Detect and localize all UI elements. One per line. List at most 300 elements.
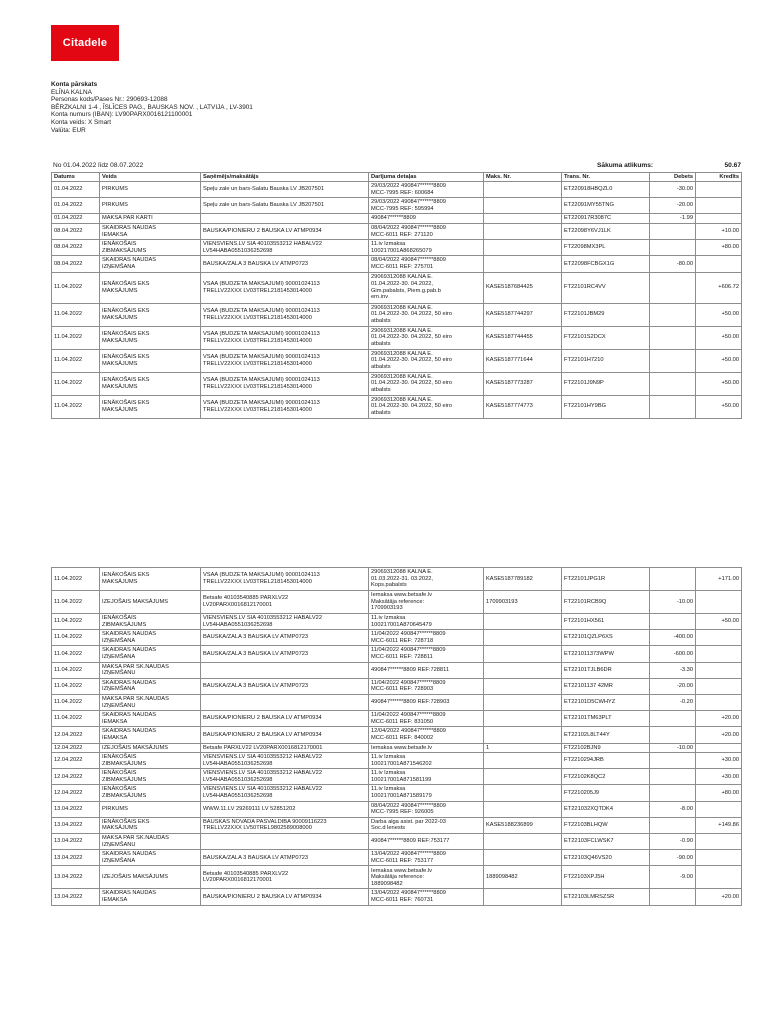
statement-period-bar xyxy=(53,162,741,172)
cell-debit: -600.00 xyxy=(650,646,696,662)
cell-type: SKAIDRAS NAUDAS IZŅEMŠANA xyxy=(100,646,201,662)
cell-transaction-no: ET221032XQTDK4 xyxy=(562,801,650,817)
cell-date: 01.04.2022 xyxy=(52,198,100,214)
cell-credit: +149.86 xyxy=(696,817,742,833)
cell-party: VIENSVIENS.LV SIA 40103553212 HABALV22 LV54HABA0551036252698 xyxy=(201,614,369,630)
cell-details: 490847******8809 REF:728903 xyxy=(369,694,484,710)
cell-details: 11.iv Izmaksa 100217001A871581199 xyxy=(369,769,484,785)
cell-details: Darba alga asist. par 2022-03 Soc.d lenests xyxy=(369,817,484,833)
cell-details: 29069312088 KALNA E. 01.04.2022-30. 04.2022, 50 eiro atbalsts xyxy=(369,395,484,418)
cell-transaction-no: ET220917R3087C xyxy=(562,214,650,224)
cell-type: IENĀKOŠAIS EKS MAKSĀJUMS xyxy=(100,349,201,372)
cell-payment-no xyxy=(484,646,562,662)
cell-payment-no xyxy=(484,834,562,850)
cell-type: IENĀKOŠAIS EKS MAKSĀJUMS xyxy=(100,272,201,303)
account-holder-name: ELĪNA KALNA xyxy=(51,88,92,96)
cell-details: 11/04/2022 490847******8809 MCC-6011 REF: 728718 xyxy=(369,630,484,646)
cell-debit: -30.00 xyxy=(650,182,696,198)
table-row xyxy=(52,727,742,743)
cell-party: VIENSVIENS.LV SIA 40103553212 HABALV22 LV54HABA0551036252698 xyxy=(201,769,369,785)
cell-date: 11.04.2022 xyxy=(52,372,100,395)
cell-transaction-no: FT22103XPJ5H xyxy=(562,866,650,889)
cell-transaction-no: ET22102L8LT44Y xyxy=(562,727,650,743)
cell-date: 13.04.2022 xyxy=(52,834,100,850)
table-row xyxy=(52,568,742,591)
cell-debit: -20.00 xyxy=(650,678,696,694)
cell-party: BAUSKA/ZALA 3 BAUSKA LV ATMP0723 xyxy=(201,646,369,662)
cell-party: BAUSKA/ZALA 3 BAUSKA LV ATMP0723 xyxy=(201,850,369,866)
cell-type: MAKSA PAR KARTI xyxy=(100,214,201,224)
cell-debit xyxy=(650,817,696,833)
table-row xyxy=(52,349,742,372)
cell-transaction-no: FT22101RC4VV xyxy=(562,272,650,303)
cell-party: VSAA (BUDZETA MAKSAJUMI) 90001024113 TRELLV22XXX LV03TREL2181453014000 xyxy=(201,326,369,349)
opening-balance-label: Sākuma atlikums: xyxy=(597,162,654,169)
cell-credit: +171.00 xyxy=(696,568,742,591)
cell-debit xyxy=(650,727,696,743)
cell-payment-no xyxy=(484,801,562,817)
cell-payment-no xyxy=(484,785,562,801)
cell-party: Speļu zale un bars-Salatu Bauska LV JB207501 xyxy=(201,198,369,214)
cell-type: PIRKUMS xyxy=(100,198,201,214)
cell-details: 08/04/2022 490847******8809 MCC-6011 REF: 275701 xyxy=(369,256,484,272)
cell-payment-no xyxy=(484,256,562,272)
cell-party: VIENSVIENS.LV SIA 40103553212 HABALV22 LV54HABA0551036252698 xyxy=(201,785,369,801)
cell-debit xyxy=(650,568,696,591)
cell-transaction-no: FT2210205J9 xyxy=(562,785,650,801)
table-row xyxy=(52,214,742,224)
table-row xyxy=(52,182,742,198)
cell-type: IENĀKOŠAIS EKS MAKSĀJUMS xyxy=(100,395,201,418)
cell-debit xyxy=(650,395,696,418)
cell-transaction-no: ET22101QZLP6XS xyxy=(562,630,650,646)
cell-party: Betsafe 40103540885 PARXLV22 LV20PARX0016812170001 xyxy=(201,591,369,614)
cell-transaction-no: ET220918HBQZL0 xyxy=(562,182,650,198)
cell-date: 11.04.2022 xyxy=(52,568,100,591)
cell-payment-no xyxy=(484,727,562,743)
cell-date: 01.04.2022 xyxy=(52,182,100,198)
cell-debit xyxy=(650,753,696,769)
cell-details: 490847******8809 xyxy=(369,214,484,224)
cell-details: Iemaksa www.betsafe.lv xyxy=(369,743,484,753)
cell-details: 11.iv Izmaksa 100217001A871589179 xyxy=(369,785,484,801)
cell-details: 11.iv Izmaksa 100217001A870645479 xyxy=(369,614,484,630)
cell-transaction-no: ET22101TM63PLT xyxy=(562,711,650,727)
table-row xyxy=(52,240,742,256)
cell-transaction-no: ET221011373WPW xyxy=(562,646,650,662)
cell-credit xyxy=(696,834,742,850)
cell-date: 11.04.2022 xyxy=(52,326,100,349)
cell-date: 11.04.2022 xyxy=(52,591,100,614)
cell-credit xyxy=(696,850,742,866)
table-row xyxy=(52,591,742,614)
cell-date: 11.04.2022 xyxy=(52,662,100,678)
cell-credit xyxy=(696,662,742,678)
cell-payment-no xyxy=(484,630,562,646)
account-currency: Valūta: EUR xyxy=(51,126,86,134)
cell-details: Iemaksa www.betsafe.lv Maksātāja reference: 1709903193 xyxy=(369,591,484,614)
cell-credit xyxy=(696,646,742,662)
cell-type: IENĀKOŠAIS EKS MAKSĀJUMS xyxy=(100,568,201,591)
cell-date: 13.04.2022 xyxy=(52,817,100,833)
cell-type: SKAIDRAS NAUDAS IZŅEMŠANA xyxy=(100,256,201,272)
cell-credit: +20.00 xyxy=(696,727,742,743)
table-row xyxy=(52,743,742,753)
cell-type: IENĀKOŠAIS ZIBMAKSĀJUMS xyxy=(100,769,201,785)
citadele-logo: Citadele xyxy=(51,25,119,61)
cell-payment-no xyxy=(484,198,562,214)
cell-credit xyxy=(696,678,742,694)
cell-credit: +50.00 xyxy=(696,372,742,395)
cell-debit xyxy=(650,272,696,303)
cell-date: 13.04.2022 xyxy=(52,866,100,889)
cell-details: 29069312088 KALNA E. 01.03.2022-31. 03.2022, Kops.pabalsts xyxy=(369,568,484,591)
cell-payment-no xyxy=(484,678,562,694)
cell-transaction-no: ET22091MY55TNG xyxy=(562,198,650,214)
cell-payment-no xyxy=(484,240,562,256)
cell-party: BAUSKA/ZALA 3 BAUSKA LV ATMP0723 xyxy=(201,256,369,272)
cell-details: 29069312088 KALNA E. 01.04.2022-30. 04.2022, 50 eiro atbalsts xyxy=(369,326,484,349)
cell-date: 12.04.2022 xyxy=(52,727,100,743)
table-row xyxy=(52,866,742,889)
cell-party: Betsafe PARXLV22 LV20PARX0016812170001 xyxy=(201,743,369,753)
table-row xyxy=(52,678,742,694)
cell-debit xyxy=(650,769,696,785)
cell-debit: -20.00 xyxy=(650,198,696,214)
cell-transaction-no: FT22103BLHQW xyxy=(562,817,650,833)
cell-details: 11/04/2022 490847******8809 MCC-6011 REF: 728903 xyxy=(369,678,484,694)
cell-debit xyxy=(650,349,696,372)
cell-transaction-no: ET22101TJLB6DR xyxy=(562,662,650,678)
cell-credit xyxy=(696,214,742,224)
cell-type: IZEJOŠAIS MAKSĀJUMS xyxy=(100,866,201,889)
cell-date: 13.04.2022 xyxy=(52,889,100,905)
table-row xyxy=(52,646,742,662)
cell-payment-no: KASE5187744297 xyxy=(484,303,562,326)
cell-type: IENĀKOŠAIS EKS MAKSĀJUMS xyxy=(100,326,201,349)
table-row xyxy=(52,303,742,326)
table-row xyxy=(52,256,742,272)
cell-transaction-no: ET22101D5CWHYZ xyxy=(562,694,650,710)
cell-credit: +80.00 xyxy=(696,240,742,256)
cell-debit: -0.90 xyxy=(650,834,696,850)
cell-payment-no xyxy=(484,753,562,769)
cell-transaction-no: FT22101HY9BG xyxy=(562,395,650,418)
cell-debit xyxy=(650,614,696,630)
cell-date: 12.04.2022 xyxy=(52,743,100,753)
table-row xyxy=(52,834,742,850)
cell-type: PIRKUMS xyxy=(100,801,201,817)
cell-transaction-no: FT22101H7210 xyxy=(562,349,650,372)
cell-credit xyxy=(696,743,742,753)
table-row xyxy=(52,326,742,349)
cell-type: SKAIDRAS NAUDAS IZŅEMŠANA xyxy=(100,850,201,866)
table-row xyxy=(52,817,742,833)
personal-code: Personas kods/Pases Nr.: 290693-12088 xyxy=(51,96,168,104)
cell-transaction-no: FT22102BJN9 xyxy=(562,743,650,753)
cell-debit xyxy=(650,240,696,256)
cell-debit xyxy=(650,372,696,395)
cell-debit: -10.00 xyxy=(650,591,696,614)
cell-transaction-no: FT22101JPG1R xyxy=(562,568,650,591)
table-row xyxy=(52,630,742,646)
cell-credit xyxy=(696,694,742,710)
cell-credit xyxy=(696,630,742,646)
cell-transaction-no: ET22103FCLWSK7 xyxy=(562,834,650,850)
cell-type: MAKSA PAR SK.NAUDAS IZŅEMŠANU xyxy=(100,834,201,850)
cell-payment-no xyxy=(484,214,562,224)
cell-date: 13.04.2022 xyxy=(52,801,100,817)
cell-payment-no xyxy=(484,694,562,710)
cell-credit: +20.00 xyxy=(696,889,742,905)
cell-date: 11.04.2022 xyxy=(52,272,100,303)
cell-party xyxy=(201,694,369,710)
cell-credit xyxy=(696,801,742,817)
cell-debit: -400.00 xyxy=(650,630,696,646)
table-row xyxy=(52,753,742,769)
cell-date: 11.04.2022 xyxy=(52,678,100,694)
cell-credit: +10.00 xyxy=(696,223,742,239)
cell-debit xyxy=(650,711,696,727)
cell-type: SKAIDRAS NAUDAS IEMAKSA xyxy=(100,223,201,239)
cell-debit xyxy=(650,303,696,326)
cell-date: 11.04.2022 xyxy=(52,630,100,646)
cell-party: BAUSKA/PIONIERU 2 BAUSKA LV ATMP0934 xyxy=(201,727,369,743)
cell-debit: -0.20 xyxy=(650,694,696,710)
cell-details: 29/03/2022 490847******8809 MCC-7995 REF: 600684 xyxy=(369,182,484,198)
cell-type: SKAIDRAS NAUDAS IZŅEMŠANA xyxy=(100,630,201,646)
cell-payment-no: KASE5187771644 xyxy=(484,349,562,372)
cell-debit: -10.00 xyxy=(650,743,696,753)
transactions-table-2 xyxy=(51,567,742,906)
cell-party: VSAA (BUDZETA MAKSAJUMI) 90001024113 TRELLV22XXX LV03TREL2181453014000 xyxy=(201,303,369,326)
cell-payment-no: KASE5187774773 xyxy=(484,395,562,418)
cell-credit: +30.00 xyxy=(696,753,742,769)
table-row xyxy=(52,769,742,785)
cell-details: 08/04/2022 490847******8809 MCC-6011 REF: 271120 xyxy=(369,223,484,239)
cell-credit xyxy=(696,182,742,198)
cell-details: 29069312088 KALNA E. 01.04.2022-30. 04.2022, Gim.pabalsts, Piem.g.pab.b ern.inv xyxy=(369,272,484,303)
cell-details: 29069312088 KALNA E. 01.04.2022-30. 04.2022, 50 eiro atbalsts xyxy=(369,303,484,326)
cell-transaction-no: FT22101J9N9P xyxy=(562,372,650,395)
cell-date: 11.04.2022 xyxy=(52,303,100,326)
table-row xyxy=(52,711,742,727)
cell-transaction-no: ET22098FCBGX1G xyxy=(562,256,650,272)
column-header-transaction-no: Trans. Nr. xyxy=(562,173,650,182)
cell-party: VSAA (BUDZETA MAKSAJUMI) 90001024113 TRELLV22XXX LV03TREL2181453014000 xyxy=(201,568,369,591)
cell-debit: -90.00 xyxy=(650,850,696,866)
cell-party: VSAA (BUDZETA MAKSAJUMI) 90001024113 TRELLV22XXX LV03TREL2181453014000 xyxy=(201,272,369,303)
cell-credit: +50.00 xyxy=(696,395,742,418)
cell-debit xyxy=(650,889,696,905)
cell-date: 12.04.2022 xyxy=(52,753,100,769)
cell-debit xyxy=(650,785,696,801)
cell-payment-no xyxy=(484,850,562,866)
column-header-payment-no: Maks. Nr. xyxy=(484,173,562,182)
cell-transaction-no: FT2210294JRB xyxy=(562,753,650,769)
cell-party: Betsafe 40103540885 PARXLV22 LV20PARX0016812170001 xyxy=(201,866,369,889)
cell-payment-no: KASE5187789182 xyxy=(484,568,562,591)
column-header-party: Saņēmējs/maksātājs xyxy=(201,173,369,182)
cell-credit: +50.00 xyxy=(696,326,742,349)
cell-credit: +30.00 xyxy=(696,769,742,785)
cell-credit: +50.00 xyxy=(696,349,742,372)
cell-date: 11.04.2022 xyxy=(52,614,100,630)
cell-payment-no xyxy=(484,711,562,727)
account-type: Konta veids: X Smart xyxy=(51,118,112,126)
cell-details: 29069312088 KALNA E. 01.04.2022-30. 04.2022, 50 eiro atbalsts xyxy=(369,372,484,395)
cell-type: IENĀKOŠAIS ZIBMAKSĀJUMS xyxy=(100,614,201,630)
cell-type: IENĀKOŠAIS EKS MAKSĀJUMS xyxy=(100,817,201,833)
cell-party: VIENSVIENS.LV SIA 40103553212 HABALV22 LV54HABA0551036252698 xyxy=(201,240,369,256)
cell-transaction-no: FT22101JBM29 xyxy=(562,303,650,326)
cell-transaction-no: ET22098Y6VJ1LK xyxy=(562,223,650,239)
cell-payment-no xyxy=(484,662,562,678)
cell-details: 11.iv Izmaksa 100217001A868265079 xyxy=(369,240,484,256)
cell-party: BAUSKA/ZALA 3 BAUSKA LV ATMP0723 xyxy=(201,630,369,646)
cell-payment-no xyxy=(484,223,562,239)
cell-details: Iemaksa www.betsafe.lv Maksātāja reference: 1889098482 xyxy=(369,866,484,889)
cell-debit: -3.30 xyxy=(650,662,696,678)
column-header-date: Datums xyxy=(52,173,100,182)
cell-date: 11.04.2022 xyxy=(52,646,100,662)
cell-type: SKAIDRAS NAUDAS IEMAKSA xyxy=(100,711,201,727)
cell-payment-no xyxy=(484,889,562,905)
column-header-type: Veids xyxy=(100,173,201,182)
cell-payment-no xyxy=(484,182,562,198)
cell-debit: -1.99 xyxy=(650,214,696,224)
cell-credit: +606.72 xyxy=(696,272,742,303)
table-row xyxy=(52,223,742,239)
cell-debit: -80.00 xyxy=(650,256,696,272)
cell-details: 490847******8809 REF:728811 xyxy=(369,662,484,678)
cell-details: 490847******8809 REF:753177 xyxy=(369,834,484,850)
cell-party: Speļu zale un bars-Salatu Bauska LV JB207501 xyxy=(201,182,369,198)
table-row xyxy=(52,395,742,418)
holder-address: BĒRZKALNI 1-4 , ĪSLĪCES PAG., BAUSKAS NOV. , LATVIJA , LV-3901 xyxy=(51,103,253,111)
cell-party: VIENSVIENS.LV SIA 40103553212 HABALV22 LV54HABA0551036252698 xyxy=(201,753,369,769)
cell-type: IENĀKOŠAIS ZIBMAKSĀJUMS xyxy=(100,785,201,801)
cell-credit xyxy=(696,256,742,272)
cell-payment-no: 1709903193 xyxy=(484,591,562,614)
cell-type: IZEJOŠAIS MAKSĀJUMS xyxy=(100,743,201,753)
cell-transaction-no: ET22101137 42MR xyxy=(562,678,650,694)
statement-title: Konta pārskats xyxy=(51,81,98,88)
cell-credit xyxy=(696,198,742,214)
cell-date: 11.04.2022 xyxy=(52,711,100,727)
cell-credit xyxy=(696,591,742,614)
cell-type: IENĀKOŠAIS ZIBMAKSĀJUMS xyxy=(100,753,201,769)
cell-debit xyxy=(650,223,696,239)
table-row xyxy=(52,850,742,866)
cell-payment-no xyxy=(484,769,562,785)
table-row xyxy=(52,694,742,710)
cell-payment-no: 1889098482 xyxy=(484,866,562,889)
cell-debit: -8.00 xyxy=(650,801,696,817)
table-row xyxy=(52,889,742,905)
table-row xyxy=(52,801,742,817)
cell-payment-no: KASE5187773287 xyxy=(484,372,562,395)
cell-credit: +80.00 xyxy=(696,785,742,801)
cell-date: 12.04.2022 xyxy=(52,769,100,785)
cell-transaction-no: ET22103Q46VS20 xyxy=(562,850,650,866)
cell-transaction-no: ET22103LMRSZSR xyxy=(562,889,650,905)
cell-type: IENĀKOŠAIS EKS MAKSĀJUMS xyxy=(100,303,201,326)
cell-transaction-no: FT22102K8QC2 xyxy=(562,769,650,785)
table-row xyxy=(52,198,742,214)
cell-party xyxy=(201,662,369,678)
table-header-row xyxy=(52,173,742,182)
cell-credit: +20.00 xyxy=(696,711,742,727)
cell-payment-no: 1 xyxy=(484,743,562,753)
cell-type: PIRKUMS xyxy=(100,182,201,198)
cell-transaction-no: FT22101S2DCX xyxy=(562,326,650,349)
cell-details: 12/04/2022 490847******8809 MCC-6011 REF: 840002 xyxy=(369,727,484,743)
cell-date: 11.04.2022 xyxy=(52,694,100,710)
cell-credit: +50.00 xyxy=(696,303,742,326)
column-header-details: Darījuma detaļas xyxy=(369,173,484,182)
cell-type: IZEJOŠAIS MAKSĀJUMS xyxy=(100,591,201,614)
cell-payment-no: KASE5187744455 xyxy=(484,326,562,349)
cell-party: BAUSKAS NOVADA PASVALDIBA 90009116223 TRELLV22XXX LV50TREL9802589008000 xyxy=(201,817,369,833)
column-header-debit: Debets xyxy=(650,173,696,182)
cell-date: 08.04.2022 xyxy=(52,240,100,256)
cell-date: 12.04.2022 xyxy=(52,785,100,801)
table-row xyxy=(52,272,742,303)
cell-payment-no: KASE5188236899 xyxy=(484,817,562,833)
column-header-credit: Kredīts xyxy=(696,173,742,182)
table-row xyxy=(52,372,742,395)
cell-payment-no: KASE5187684425 xyxy=(484,272,562,303)
table-row xyxy=(52,785,742,801)
account-iban: Konta numurs (IBAN): LV90PARX0016121100001 xyxy=(51,111,193,119)
cell-type: SKAIDRAS NAUDAS IEMAKSA xyxy=(100,727,201,743)
cell-party: BAUSKA/PIONIERU 2 BAUSKA LV ATMP0934 xyxy=(201,889,369,905)
cell-type: SKAIDRAS NAUDAS IEMAKSA xyxy=(100,889,201,905)
cell-details: 08/04/2022 490847******8809 MCC-7995 REF: 926005 xyxy=(369,801,484,817)
opening-balance-value: 50.67 xyxy=(724,162,741,169)
cell-type: MAKSA PAR SK.NAUDAS IZŅEMŠANU xyxy=(100,662,201,678)
cell-details: 13/04/2022 490847******8809 MCC-6011 REF: 753177 xyxy=(369,850,484,866)
cell-details: 13/04/2022 490847******8809 MCC-6011 REF: 760731 xyxy=(369,889,484,905)
cell-credit: +50.00 xyxy=(696,614,742,630)
cell-party: BAUSKA/PIONIERU 2 BAUSKA LV ATMP0934 xyxy=(201,223,369,239)
cell-date: 11.04.2022 xyxy=(52,349,100,372)
cell-type: IENĀKOŠAIS EKS MAKSĀJUMS xyxy=(100,372,201,395)
cell-debit xyxy=(650,326,696,349)
cell-party: BAUSKA/PIONIERU 2 BAUSKA LV ATMP0934 xyxy=(201,711,369,727)
cell-party: VSAA (BUDZETA MAKSAJUMI) 90001024113 TRELLV22XXX LV03TREL2181453014000 xyxy=(201,395,369,418)
cell-debit: -9.00 xyxy=(650,866,696,889)
table-row xyxy=(52,662,742,678)
cell-party: WWW.11.LV 29269111 LV 52851202 xyxy=(201,801,369,817)
cell-date: 13.04.2022 xyxy=(52,850,100,866)
cell-details: 11/04/2022 490847******8809 MCC-6011 REF: 831050 xyxy=(369,711,484,727)
account-header xyxy=(51,81,253,134)
cell-date: 01.04.2022 xyxy=(52,214,100,224)
cell-party xyxy=(201,214,369,224)
cell-type: MAKSA PAR SK.NAUDAS IZŅEMŠANU xyxy=(100,694,201,710)
cell-transaction-no: FT22098MX3PL xyxy=(562,240,650,256)
cell-details: 11.iv Izmaksa 100217001A871546202 xyxy=(369,753,484,769)
statement-period: No 01.04.2022 līdz 08.07.2022 xyxy=(53,162,144,169)
cell-details: 29/03/2022 490847******8809 MCC-7995 REF: 595994 xyxy=(369,198,484,214)
cell-date: 11.04.2022 xyxy=(52,395,100,418)
transactions-table-1 xyxy=(51,172,742,419)
cell-credit xyxy=(696,866,742,889)
cell-date: 08.04.2022 xyxy=(52,256,100,272)
cell-transaction-no: FT22101RCB9Q xyxy=(562,591,650,614)
